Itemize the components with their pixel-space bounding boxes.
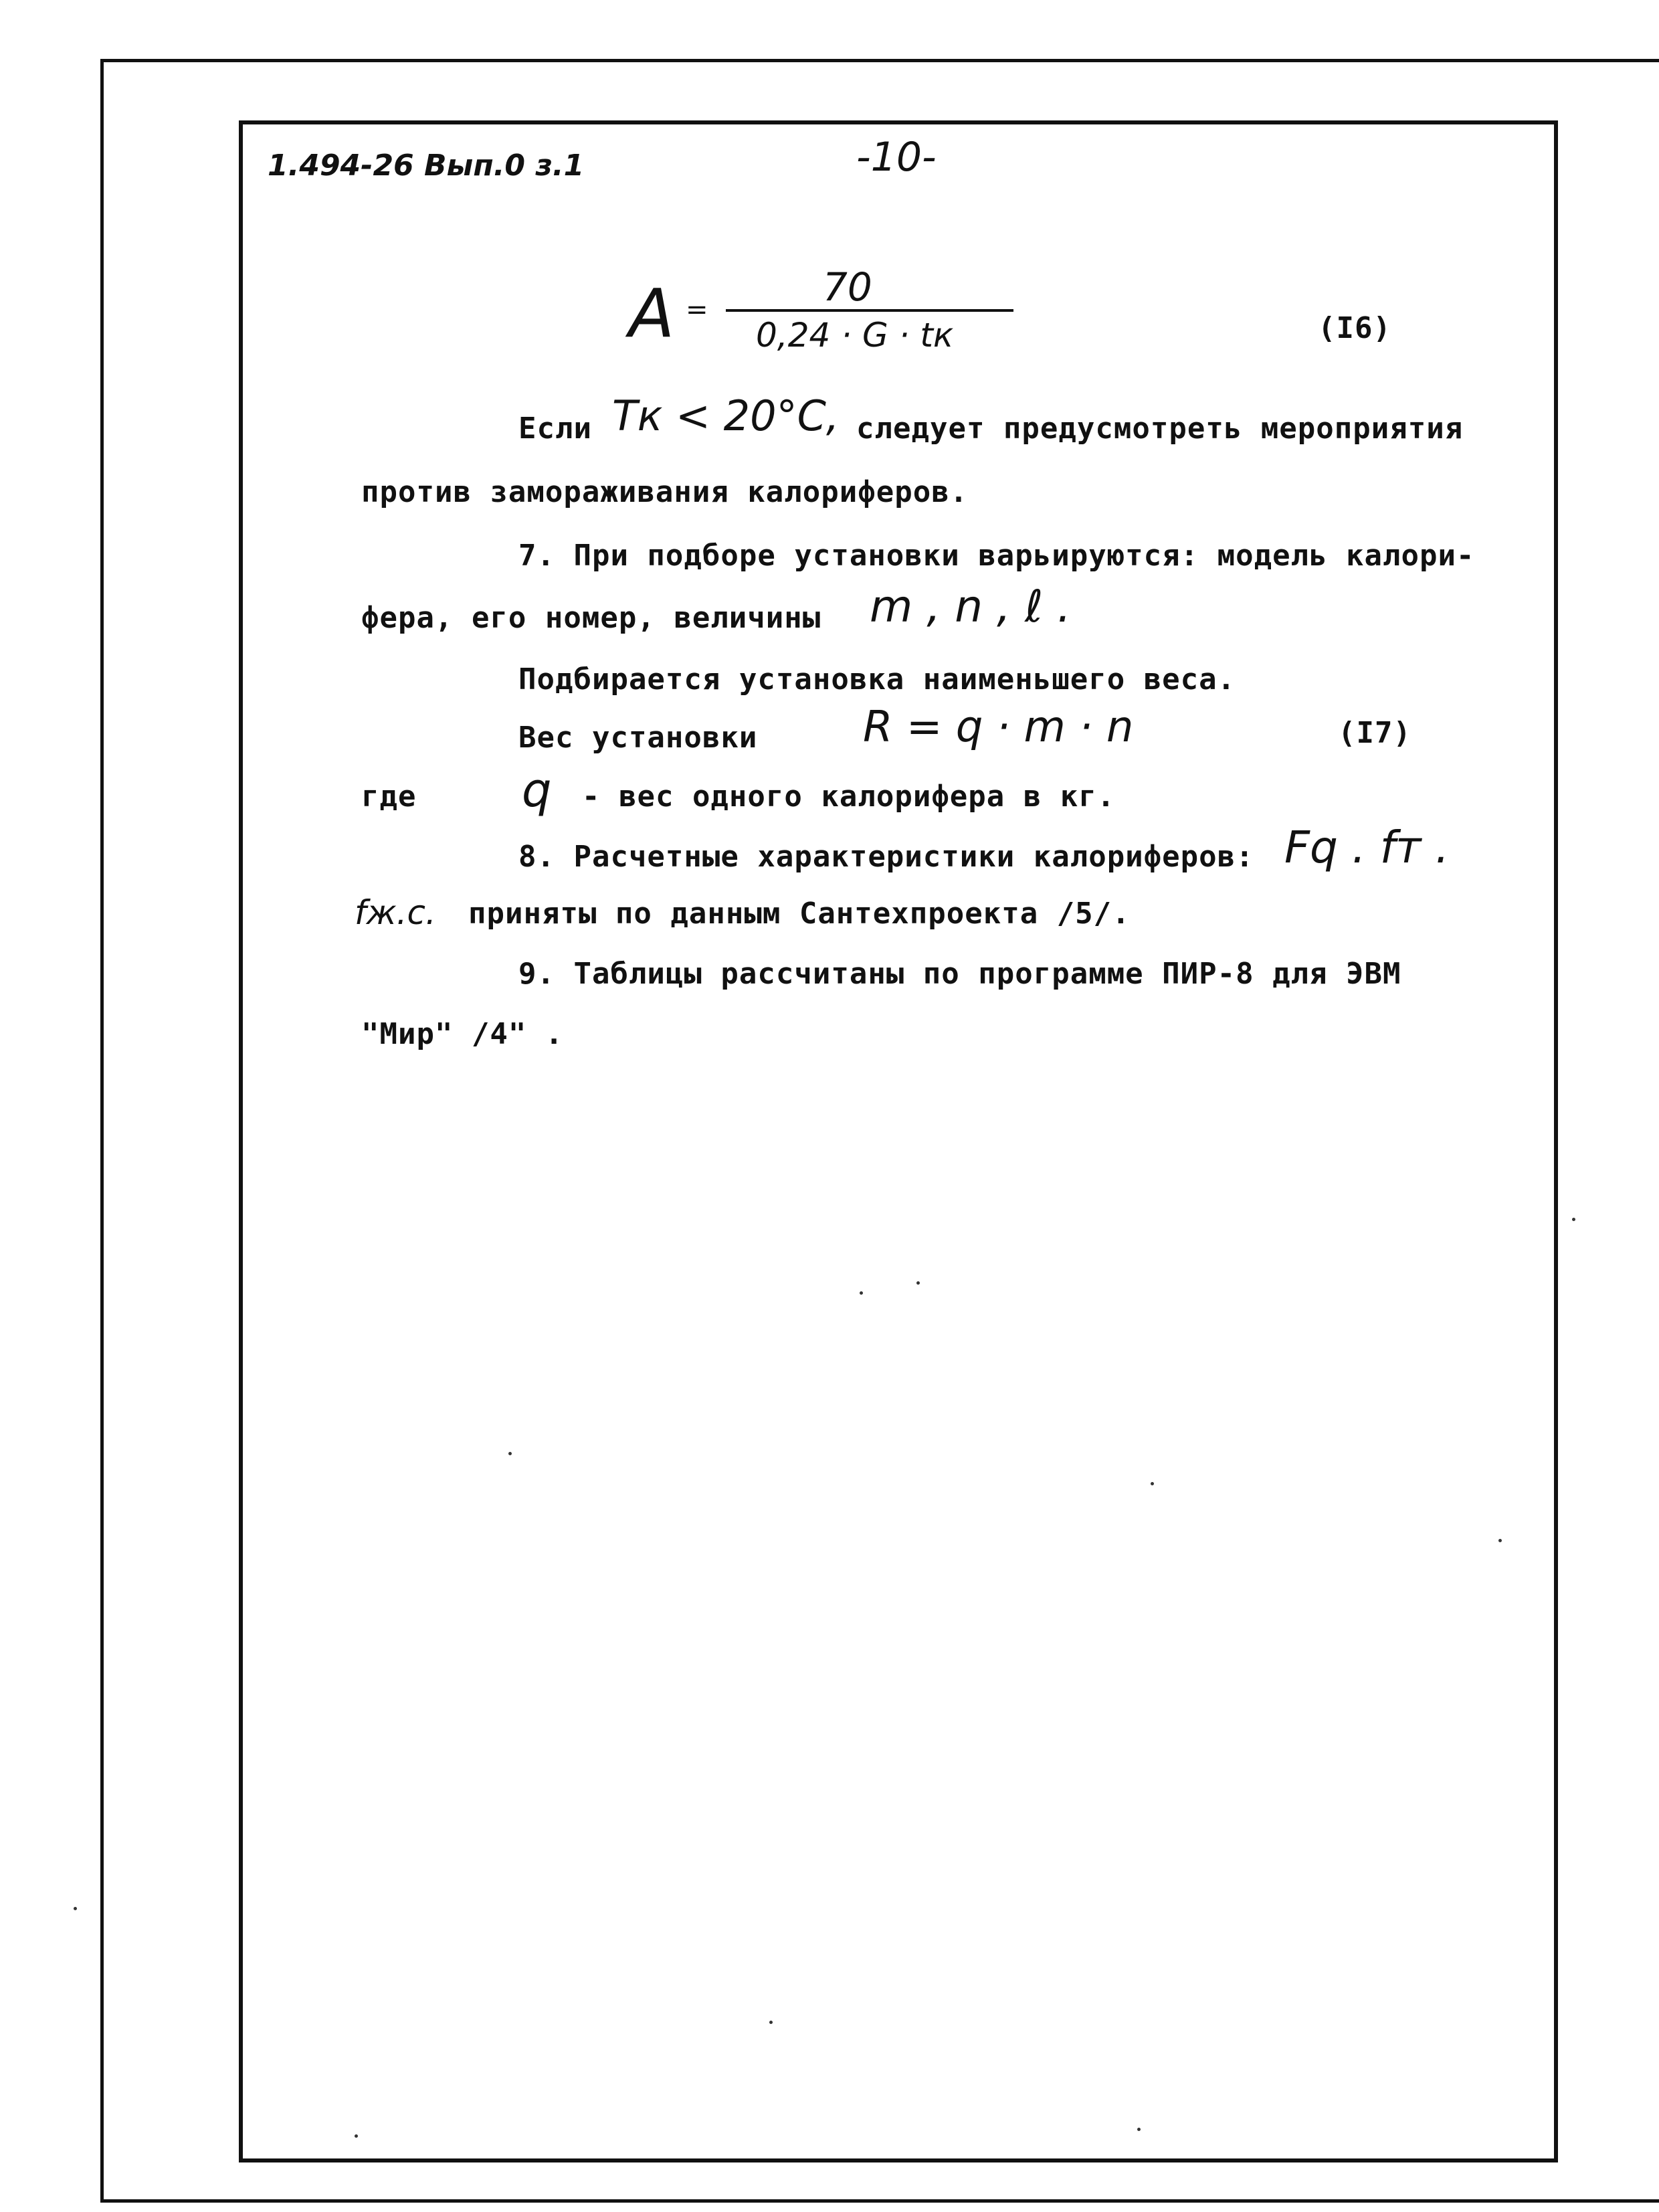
scan-speck [860,1291,863,1295]
document-code: 1.494-26 Вып.0 з.1 [268,149,585,183]
p8-handwritten: Fq . fт . [1284,822,1450,873]
scan-speck [74,1907,77,1910]
p1-handwritten: Tк < 20°C, [612,391,840,440]
p5-text: Подбирается установка наименьшего веса. [518,662,1236,697]
scan-speck [916,1281,920,1285]
p9-handwritten: fж.с. [355,893,436,932]
p1-rest: следует предусмотреть мероприятия [856,411,1464,446]
p9-rest: приняты по данным Сантехпроекта /5/. [468,897,1131,931]
scan-speck [1498,1539,1502,1542]
p10-text: 9. Таблицы рассчитаны по программе ПИР-8 для ЭВМ [518,957,1401,991]
formula-17-label: (I7) [1338,716,1411,750]
p6-lead: Вес установки [518,721,758,755]
p1-lead: Если [518,411,592,446]
p11-text: "Мир" /4" . [361,1017,564,1051]
p4-handwritten: m , n , ℓ . [870,581,1072,632]
scan-speck [508,1452,512,1455]
formula-16-label: (I6) [1318,311,1391,345]
scan-speck [1572,1218,1575,1221]
p7-handwritten: q [522,763,552,818]
p7-lead: где [361,779,417,814]
formula-16-lhs: A [629,274,675,353]
p2-text: против замораживания калориферов. [361,475,969,509]
scan-speck [1151,1482,1154,1485]
scan-speck [769,2021,773,2024]
p7-rest: - вес одного калорифера в кг. [582,779,1116,814]
scan-speck [1137,2128,1141,2131]
formula-16-denominator: 0,24 · G · tк [756,316,954,355]
formula-16-equals: = [686,294,708,325]
p8-lead: 8. Расчетные характеристики калориферов: [518,840,1254,874]
page-number: -10- [856,134,937,181]
formula-17: R = q · m · n [863,703,1134,752]
p3-text: 7. При подборе установки варьируются: модель калори- [518,539,1475,573]
scan-speck [355,2134,358,2138]
p4-lead: фера, его номер, величины [361,601,821,635]
formula-16-numerator: 70 [823,264,872,310]
